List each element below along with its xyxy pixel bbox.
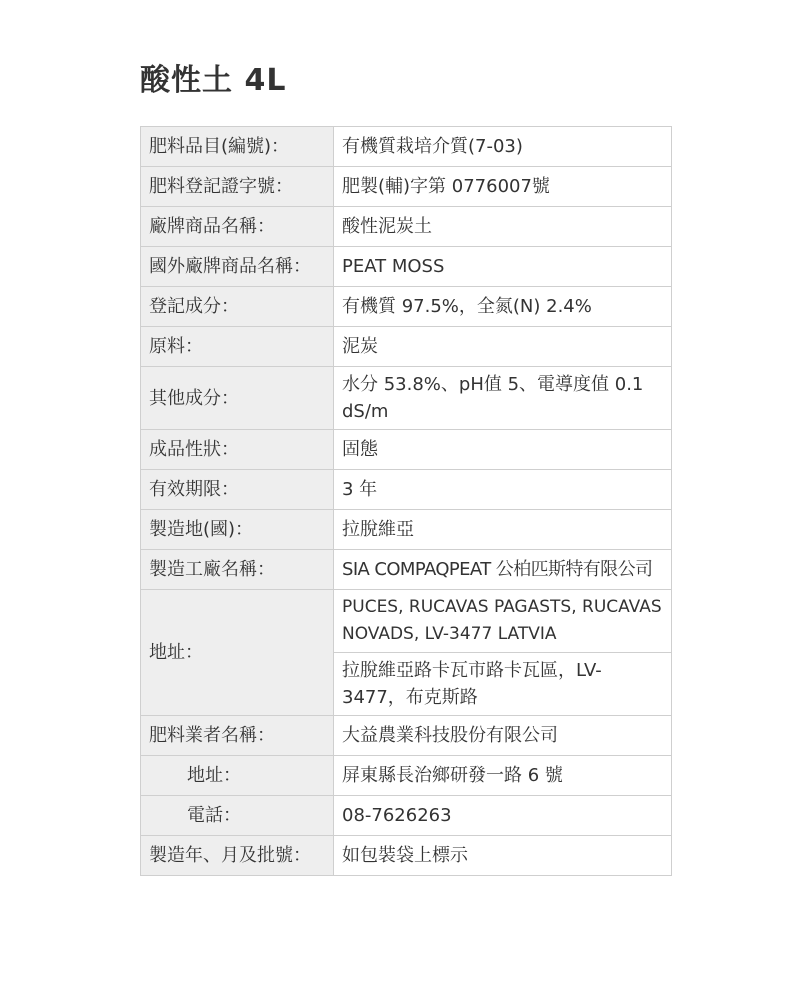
spec-table	[140, 126, 672, 876]
dealer-phone-value: 08-7626263	[334, 796, 672, 836]
table-row	[141, 510, 672, 550]
row-label: 肥料登記證字號：	[141, 167, 334, 207]
address-label: 地址：	[141, 590, 334, 716]
row-value: 酸性泥炭土	[334, 207, 672, 247]
row-label: 其他成分：	[141, 367, 334, 430]
row-value: PEAT MOSS	[334, 247, 672, 287]
table-row	[141, 207, 672, 247]
row-value: 水分 53.8%、pH值 5、電導度值 0.1 dS/m	[334, 367, 672, 430]
row-value: 固態	[334, 430, 672, 470]
row-value: 有機質 97.5%，全氮(N) 2.4%	[334, 287, 672, 327]
page-title: 酸性土 4L	[140, 63, 287, 98]
row-label: 製造工廠名稱：	[141, 550, 334, 590]
dealer-address-value: 屏東縣長治鄉研發一路 6 號	[334, 756, 672, 796]
table-row	[141, 127, 672, 167]
dealer-address-label-cell	[141, 756, 334, 796]
table-row	[141, 367, 672, 430]
table-row	[141, 470, 672, 510]
row-value: 泥炭	[334, 327, 672, 367]
table-row	[141, 167, 672, 207]
row-label: 成品性狀：	[141, 430, 334, 470]
row-value: 3 年	[334, 470, 672, 510]
address-value-zh: 拉脫維亞路卡瓦市路卡瓦區，LV-3477，布克斯路	[334, 653, 672, 716]
table-row	[141, 796, 672, 836]
dealer-phone-label: 電話：	[187, 805, 241, 826]
product-spec-page	[140, 62, 672, 876]
table-row	[141, 430, 672, 470]
row-label: 肥料品目(編號)：	[141, 127, 334, 167]
row-value: 有機質栽培介質(7-03)	[334, 127, 672, 167]
row-label: 原料：	[141, 327, 334, 367]
row-label: 有效期限：	[141, 470, 334, 510]
table-row	[141, 756, 672, 796]
table-row	[141, 287, 672, 327]
address-row	[141, 590, 672, 653]
batch-value: 如包裝袋上標示	[334, 836, 672, 876]
row-label: 廠牌商品名稱：	[141, 207, 334, 247]
table-row	[141, 716, 672, 756]
dealer-phone-label-cell	[141, 796, 334, 836]
table-row	[141, 550, 672, 590]
row-label: 國外廠牌商品名稱：	[141, 247, 334, 287]
address-value-en: PUCES, RUCAVAS PAGASTS, RUCAVAS NOVADS, LV-3477 LATVIA	[334, 590, 672, 653]
row-label: 製造地(國)：	[141, 510, 334, 550]
dealer-value: 大益農業科技股份有限公司	[334, 716, 672, 756]
row-label: 登記成分：	[141, 287, 334, 327]
batch-label: 製造年、月及批號：	[141, 836, 334, 876]
table-row	[141, 836, 672, 876]
dealer-label: 肥料業者名稱：	[141, 716, 334, 756]
table-row	[141, 327, 672, 367]
dealer-address-label: 地址：	[187, 765, 241, 786]
table-row	[141, 247, 672, 287]
row-value: 拉脫維亞	[334, 510, 672, 550]
row-value: SIA COMPAQPEAT 公柏匹斯特有限公司	[334, 550, 672, 590]
row-value: 肥製(輔)字第 0776007號	[334, 167, 672, 207]
